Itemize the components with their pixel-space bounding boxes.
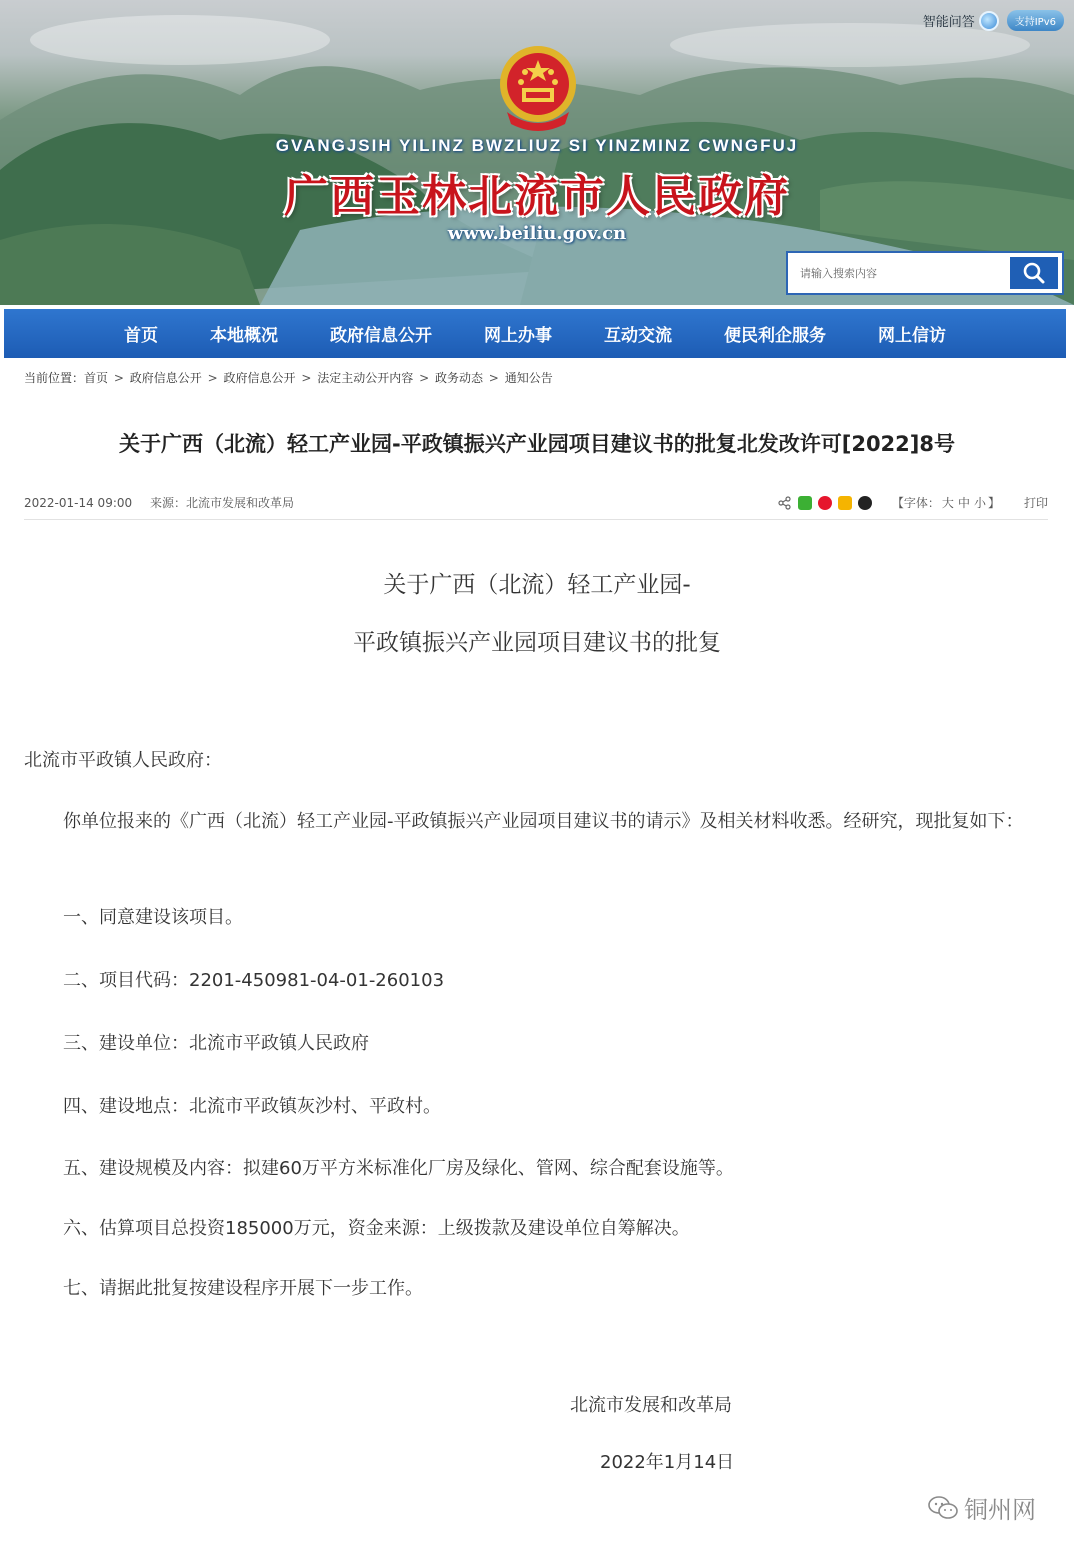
ai-assistant-icon [979, 11, 999, 31]
breadcrumb-statutory-content[interactable]: 法定主动公开内容 [317, 371, 414, 385]
search-box [786, 251, 1064, 295]
site-banner [0, 0, 1074, 305]
breadcrumb-gov-news[interactable]: 政务动态 [434, 371, 483, 385]
print-button[interactable]: 打印 [1023, 496, 1048, 510]
share-icon[interactable] [778, 496, 792, 510]
qq-share-icon[interactable] [858, 496, 872, 510]
approval-item-6: 六、估算项目总投资185000万元，资金来源：上级拨款及建设单位自筹解决。 [63, 1218, 690, 1239]
font-size-control [892, 494, 1000, 511]
site-url: www.beiliu.gov.cn [447, 223, 627, 244]
approval-item-2: 二、项目代码：2201-450981-04-01-260103 [63, 970, 445, 991]
breadcrumb-home[interactable]: 首页 [84, 371, 109, 385]
nav-item-interaction[interactable]: 互动交流 [604, 326, 672, 346]
header-divider [24, 519, 1048, 520]
main-nav [4, 309, 1066, 358]
ai-qa-label: 智能问答 [922, 15, 975, 30]
font-size-close: 】 [987, 496, 1000, 510]
approval-item-7: 七、请据此批复按建设程序开展下一步工作。 [63, 1278, 423, 1299]
article-meta [24, 494, 1048, 514]
font-size-label: 【字体： [891, 496, 940, 510]
approval-item-1: 一、同意建设该项目。 [63, 907, 243, 928]
site-title: 广西玉林北流市人民政府 [284, 171, 790, 222]
watermark [928, 1490, 1036, 1525]
breadcrumb-separator: > [207, 371, 218, 385]
breadcrumb [24, 369, 553, 386]
search-button[interactable] [1010, 257, 1058, 289]
breadcrumb-separator: > [113, 371, 124, 385]
body-paragraph: 你单位报来的《广西（北流）轻工产业园-平政镇振兴产业园项目建议书的请示》及相关材料收悉。经研究，现批复如下： [63, 811, 1024, 832]
nav-item-online-services[interactable]: 网上办事 [484, 326, 552, 346]
breadcrumb-gov-info-2[interactable]: 政府信息公开 [223, 371, 296, 385]
breadcrumb-separator: > [488, 371, 499, 385]
breadcrumb-notices[interactable]: 通知公告 [504, 371, 553, 385]
font-size-small[interactable]: 小 [973, 496, 986, 510]
weibo-share-icon[interactable] [818, 496, 832, 510]
document-heading-line1: 关于广西（北流）轻工产业园- [383, 572, 691, 598]
ai-qa-link[interactable] [923, 11, 999, 31]
breadcrumb-separator: > [419, 371, 430, 385]
ipv6-badge: 支持IPv6 [1007, 10, 1064, 31]
approval-item-3: 三、建设单位：北流市平政镇人民政府 [63, 1033, 369, 1054]
document-heading-line2: 平政镇振兴产业园项目建议书的批复 [353, 630, 721, 656]
wechat-watermark-icon [928, 1495, 958, 1521]
issuer-signature: 北流市发展和改革局 [570, 1395, 732, 1416]
nav-item-online-petition[interactable]: 网上信访 [878, 326, 946, 346]
search-icon [1022, 261, 1046, 285]
approval-item-4: 四、建设地点：北流市平政镇灰沙村、平政村。 [63, 1096, 441, 1117]
approval-item-5: 五、建设规模及内容：拟建60万平方米标准化厂房及绿化、管网、综合配套设施等。 [63, 1158, 734, 1179]
search-input[interactable] [788, 253, 1010, 293]
wechat-share-icon[interactable] [798, 496, 812, 510]
signature-date: 2022年1月14日 [600, 1452, 735, 1473]
breadcrumb-separator: > [301, 371, 312, 385]
salutation: 北流市平政镇人民政府： [24, 750, 222, 771]
breadcrumb-gov-info[interactable]: 政府信息公开 [129, 371, 202, 385]
national-emblem-icon [497, 42, 579, 134]
article-title: 关于广西（北流）轻工产业园-平政镇振兴产业园项目建议书的批复北发改许可[2022]8号 [119, 432, 955, 456]
nav-item-local-overview[interactable]: 本地概况 [210, 326, 278, 346]
font-size-large[interactable]: 大 [941, 496, 954, 510]
publish-date: 2022-01-14 09:00 [24, 496, 133, 510]
qzone-share-icon[interactable] [838, 496, 852, 510]
site-pinyin-title: GVANGJSIH YILINZ BWZLIUZ SI YINZMINZ CWNGFUJ [275, 136, 799, 155]
nav-item-home[interactable]: 首页 [124, 326, 158, 346]
watermark-text: 铜州网 [964, 1496, 1036, 1524]
nav-item-convenience-services[interactable]: 便民利企服务 [724, 326, 826, 346]
nav-item-gov-info[interactable]: 政府信息公开 [330, 326, 432, 346]
breadcrumb-label: 当前位置： [24, 371, 85, 385]
article-source: 来源：北流市发展和改革局 [149, 496, 294, 510]
font-size-medium[interactable]: 中 [957, 496, 970, 510]
